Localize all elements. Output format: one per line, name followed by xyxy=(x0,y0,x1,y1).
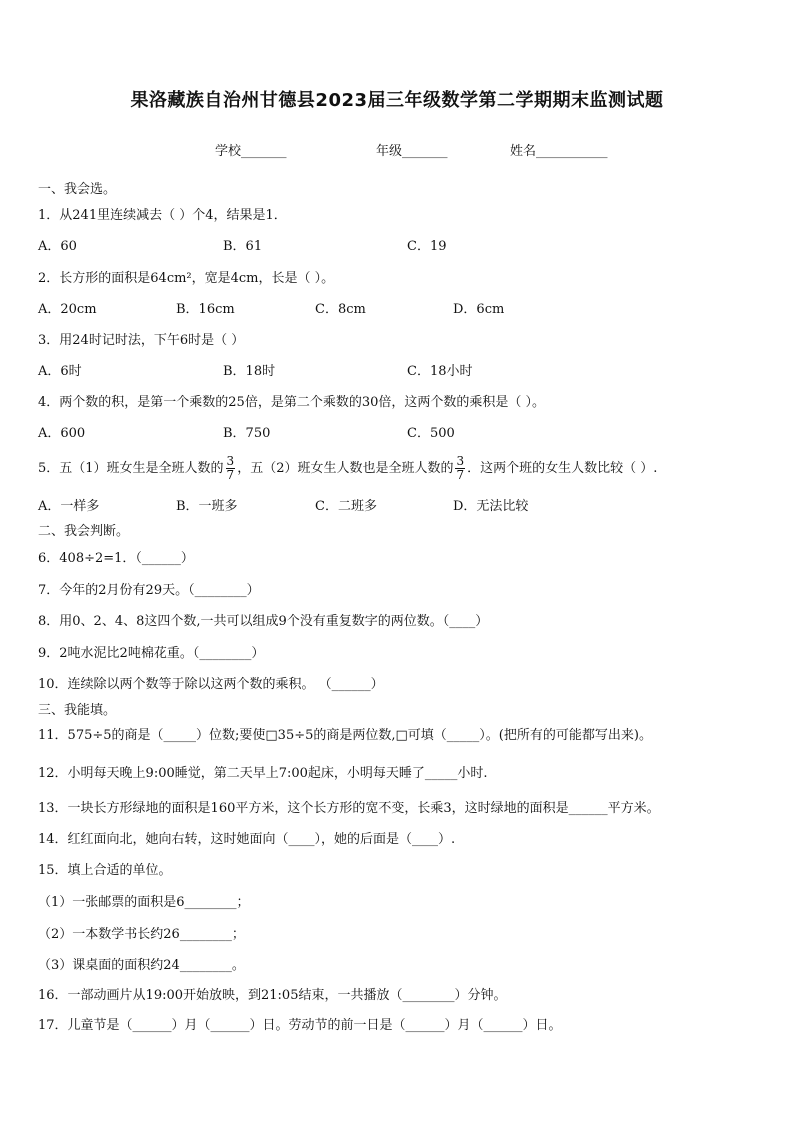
question-15-part-1: （1）一张邮票的面积是6________； xyxy=(38,895,250,910)
fraction-3-7 xyxy=(455,455,465,482)
school-field: 学校_______ xyxy=(215,144,287,159)
question-2: 2．长方形的面积是64cm²，宽是4cm，长是（ ）。 xyxy=(38,271,335,286)
q2-option-a: A．20cm xyxy=(38,302,97,317)
question-4: 4．两个数的积，是第一个乘数的25倍，是第二个乘数的30倍，这两个数的乘积是（ ）。 xyxy=(38,395,545,410)
q2-option-b: B．16cm xyxy=(176,302,235,317)
q5-text-part1: 5．五（1）班女生是全班人数的 xyxy=(38,461,224,476)
section-heading-judge: 二、我会判断。 xyxy=(38,524,130,539)
q5-text-part2: ，五（2）班女生人数也是全班人数的 xyxy=(237,461,454,476)
section-heading-choose: 一、我会选。 xyxy=(38,182,117,197)
q3-option-a: A．6时 xyxy=(38,364,82,379)
question-8: 8．用0、2、4、8这四个数,一共可以组成9个没有重复数字的两位数。（____） xyxy=(38,614,489,629)
grade-field: 年级_______ xyxy=(376,144,448,159)
question-17: 17．儿童节是（______）月（______）日。劳动节的前一日是（______）月（______）日。 xyxy=(38,1018,562,1033)
question-5 xyxy=(38,452,657,486)
question-11: 11．575÷5的商是（_____）位数;要使□35÷5的商是两位数,□可填（_____）。(把所有的可能都写出来)。 xyxy=(38,728,652,743)
q3-option-c: C．18小时 xyxy=(407,364,473,379)
question-3: 3．用24时记时法，下午6时是（ ） xyxy=(38,333,245,348)
question-15: 15．填上合适的单位。 xyxy=(38,863,172,878)
q5-text-part3: ．这两个班的女生人数比较（ ）. xyxy=(467,461,658,476)
q1-option-c: C．19 xyxy=(407,239,447,254)
question-7: 7．今年的2月份有29天。（________） xyxy=(38,583,260,598)
question-1: 1．从241里连续减去（ ）个4，结果是1． xyxy=(38,208,287,223)
fraction-denominator: 7 xyxy=(226,468,235,482)
q3-option-b: B．18时 xyxy=(223,364,276,379)
question-12: 12．小明每天晚上9:00睡觉，第二天早上7:00起床，小明每天睡了_____小时. xyxy=(38,766,488,781)
question-6: 6．408÷2=1．（______） xyxy=(38,551,194,566)
section-heading-fill: 三、我能填。 xyxy=(38,703,117,718)
fraction-numerator: 3 xyxy=(456,454,465,468)
question-15-part-3: （3）课桌面的面积约24________。 xyxy=(38,958,245,973)
fraction-numerator: 3 xyxy=(226,454,235,468)
name-field: 姓名___________ xyxy=(510,144,608,159)
question-13: 13．一块长方形绿地的面积是160平方米，这个长方形的宽不变，长乘3，这时绿地的面积是______平方米。 xyxy=(38,801,660,816)
q1-option-b: B．61 xyxy=(223,239,263,254)
q4-option-a: A．600 xyxy=(38,426,86,441)
q2-option-c: C．8cm xyxy=(315,302,366,317)
q4-option-c: C．500 xyxy=(407,426,455,441)
question-9: 9．2吨水泥比2吨棉花重。（________） xyxy=(38,646,265,661)
q5-option-d: D．无法比较 xyxy=(453,499,529,514)
question-10: 10．连续除以两个数等于除以这两个数的乘积。 （______） xyxy=(38,677,384,692)
q5-option-a: A．一样多 xyxy=(38,499,100,514)
q5-option-b: B．一班多 xyxy=(176,499,238,514)
page-title: 果洛藏族自治州甘德县2023届三年级数学第二学期期末监测试题 xyxy=(130,90,664,111)
q5-option-c: C．二班多 xyxy=(315,499,377,514)
fraction-3-7 xyxy=(226,455,236,482)
question-14: 14．红红面向北，她向右转，这时她面向（____），她的后面是（____）. xyxy=(38,832,456,847)
q1-option-a: A．60 xyxy=(38,239,77,254)
question-15-part-2: （2）一本数学书长约26________； xyxy=(38,927,245,942)
question-16: 16．一部动画片从19:00开始放映，到21:05结束，一共播放（________）分钟。 xyxy=(38,988,507,1003)
q2-option-d: D．6cm xyxy=(453,302,505,317)
q4-option-b: B．750 xyxy=(223,426,271,441)
fraction-denominator: 7 xyxy=(456,468,465,482)
